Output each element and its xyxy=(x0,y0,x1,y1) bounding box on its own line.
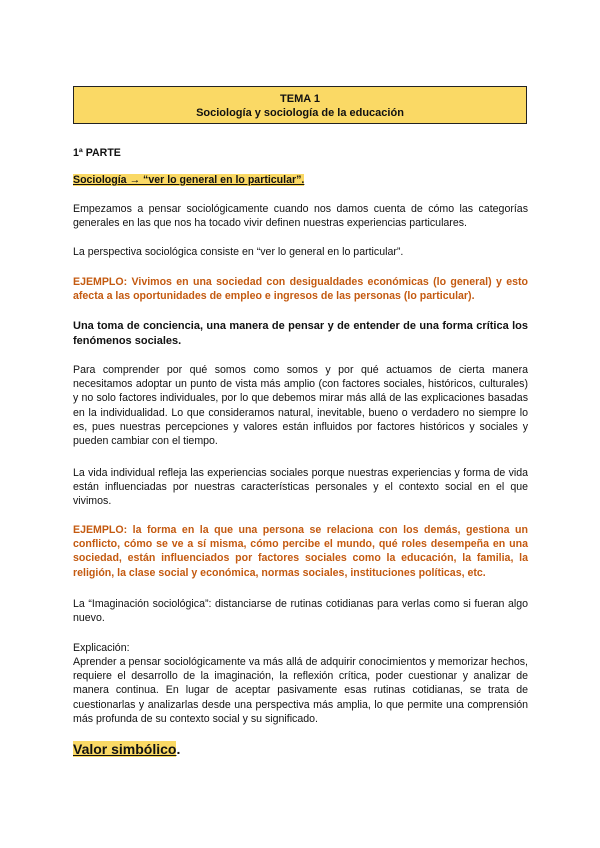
paragraph-4: La vida individual refleja las experiencias sociales porque nuestras experiencias y forma de vida están influenciadas por nuestras características personales y el contexto social en el que vivimos. xyxy=(73,467,528,508)
heading-valor-simbolico xyxy=(73,742,528,758)
example-1: EJEMPLO: Vivimos en una sociedad con desigualdades económicas (lo general) y esto afecta a las oportunidades de empleo e ingresos de las personas (lo particular). xyxy=(73,276,528,303)
explanation-label: Explicación: xyxy=(73,642,130,654)
paragraph-1: Empezamos a pensar sociológicamente cuando nos damos cuenta de cómo las categorías generales en las que nos ha tocado vivir definen nuestras experiencias particulares. xyxy=(73,203,528,230)
paragraph-2: La perspectiva sociológica consiste en “ver lo general en lo particular”. xyxy=(73,246,404,258)
bold-statement: Una toma de conciencia, una manera de pensar y de entender de una forma crítica los fenómenos sociales. xyxy=(73,320,528,347)
heading-sociologia-text: Sociología → “ver lo general en lo particular”. xyxy=(73,174,305,186)
title-line-1: TEMA 1 xyxy=(280,93,320,105)
paragraph-3: Para comprender por qué somos como somos y por qué actuamos de cierta manera necesitamos adoptar un punto de vista más amplio (con factores sociales, históricos, culturales) y no solo factores individuales, por lo que debemos mirar más allá de las explicaciones basadas en la individualidad. Lo que consideramos natural, inevitable, bueno o verdadero no siempre lo es, pues nuestras percepciones y valores están influidos por factores históricos y sociales y pueden cambiar con el tiempo. xyxy=(73,364,528,448)
paragraph-6: Aprender a pensar sociológicamente va más allá de adquirir conocimientos y memorizar hechos, requiere el desarrollo de la imaginación, la reflexión crítica, poder cuestionar y analizar de manera continua. En lugar de aceptar pasivamente esas rutinas cotidianas, se trata de cuestionarlas y analizarlas desde una perspectiva más amplia, lo que permite una comprensión más profunda de su contexto social y su significado. xyxy=(73,656,528,725)
title-box xyxy=(73,86,527,124)
example-2: EJEMPLO: la forma en la que una persona se relaciona con los demás, gestiona un conflicto, cómo se ve a sí misma, cómo percibe el mundo, qué roles desempeña en una sociedad, están influenciados por factores sociales como la educación, la familia, la religión, la clase social y económica, normas sociales, instituciones políticas, etc. xyxy=(73,524,528,579)
heading-valor-simbolico-text: Valor simbólico xyxy=(73,741,177,757)
title-line-2: Sociología y sociología de la educación xyxy=(196,107,404,119)
part-label: 1ª PARTE xyxy=(73,147,121,159)
heading-valor-simbolico-period: . xyxy=(176,741,181,757)
heading-sociologia xyxy=(73,173,528,187)
paragraph-5: La “Imaginación sociológica”: distanciarse de rutinas cotidianas para verlas como si fueran algo nuevo. xyxy=(73,598,528,625)
